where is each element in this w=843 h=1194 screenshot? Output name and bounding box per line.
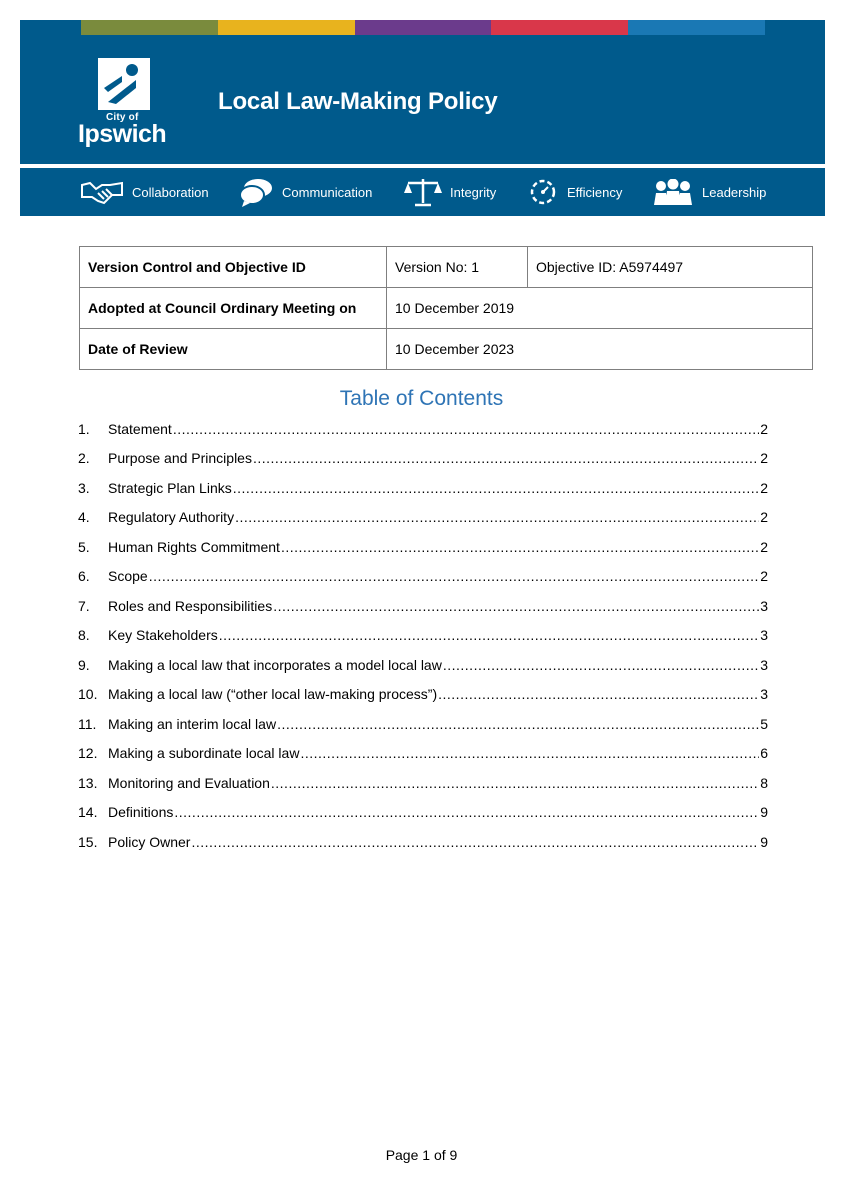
toc-item-subordinate[interactable] (78, 739, 768, 769)
toc-page-number: 2 (760, 450, 768, 467)
color-strip-purple (355, 20, 492, 35)
toc-leader-dots (300, 745, 759, 761)
city-of-ipswich-logo (78, 58, 173, 150)
toc-number: 2. (78, 450, 90, 467)
toc-page-number: 5 (760, 715, 768, 732)
toc-item-stakeholders[interactable] (78, 621, 768, 651)
toc-leader-dots (173, 421, 759, 437)
toc-label: Purpose and Principles (108, 450, 252, 467)
toc-page-number: 9 (760, 833, 768, 850)
toc-number: 15. (78, 833, 98, 850)
people-icon (652, 179, 694, 205)
toc-leader-dots (253, 450, 759, 466)
toc-label: Roles and Responsibilities (108, 597, 273, 614)
version-control-label: Version Control and Objective ID (80, 247, 387, 288)
speech-bubbles-icon (238, 177, 274, 207)
toc-leader-dots (438, 686, 759, 702)
table-row (80, 288, 813, 329)
toc-title: Table of Contents (339, 387, 504, 410)
toc-item-statement[interactable] (78, 414, 768, 444)
toc-label: Regulatory Authority (108, 509, 235, 526)
toc-label: Making a local law (“other local law-making process”) (108, 686, 438, 703)
toc-label: Statement (108, 420, 172, 437)
toc-item-regulatory[interactable] (78, 503, 768, 533)
adopted-date: 10 December 2019 (387, 288, 813, 329)
gear-icon (527, 176, 559, 208)
value-label: Communication (282, 184, 373, 200)
toc-leader-dots (271, 775, 759, 791)
toc-label: Monitoring and Evaluation (108, 774, 270, 791)
toc-number: 3. (78, 479, 90, 496)
toc-label: Policy Owner (108, 833, 191, 850)
toc-item-monitoring[interactable] (78, 768, 768, 798)
adopted-label: Adopted at Council Ordinary Meeting on (80, 288, 387, 329)
toc-item-scope[interactable] (78, 562, 768, 592)
toc-label: Making an interim local law (108, 715, 277, 732)
toc-number: 6. (78, 568, 90, 585)
toc-leader-dots (149, 568, 760, 584)
toc-label: Definitions (108, 804, 174, 821)
toc-page-number: 3 (760, 627, 768, 644)
value-label: Collaboration (132, 184, 209, 200)
table-row (80, 329, 813, 370)
color-strip-blue (628, 20, 765, 35)
toc-leader-dots (281, 539, 759, 555)
color-strip (81, 20, 765, 35)
toc-page-number: 2 (760, 568, 768, 585)
toc-label: Human Rights Commitment (108, 538, 280, 555)
toc-item-policy-owner[interactable] (78, 827, 768, 857)
value-collaboration (80, 177, 209, 207)
toc-item-purpose[interactable] (78, 444, 768, 474)
toc-label: Scope (108, 568, 148, 585)
toc-item-model-local-law[interactable] (78, 650, 768, 680)
table-of-contents (78, 414, 768, 857)
toc-page-number: 3 (760, 597, 768, 614)
toc-number: 1. (78, 420, 90, 437)
value-label: Integrity (450, 184, 497, 200)
objective-id: Objective ID: A5974497 (528, 247, 813, 288)
toc-item-other-process[interactable] (78, 680, 768, 710)
color-strip-yellow (218, 20, 355, 35)
logo-mark-icon (98, 58, 150, 110)
toc-leader-dots (277, 716, 759, 732)
toc-leader-dots (233, 480, 759, 496)
toc-page-number: 2 (760, 538, 768, 555)
table-row (80, 247, 813, 288)
toc-label: Strategic Plan Links (108, 479, 232, 496)
toc-number: 9. (78, 656, 90, 673)
toc-item-strategic-plan[interactable] (78, 473, 768, 503)
logo-big-text: Ipswich (78, 120, 167, 148)
toc-page-number: 2 (760, 479, 768, 496)
version-number: Version No: 1 (387, 247, 528, 288)
toc-item-interim[interactable] (78, 709, 768, 739)
value-integrity (404, 177, 496, 207)
toc-number: 8. (78, 627, 90, 644)
toc-item-human-rights[interactable] (78, 532, 768, 562)
review-label: Date of Review (80, 329, 387, 370)
color-strip-green (81, 20, 218, 35)
toc-number: 10. (78, 686, 98, 703)
toc-leader-dots (273, 598, 759, 614)
toc-label: Key Stakeholders (108, 627, 218, 644)
toc-number: 5. (78, 538, 90, 555)
toc-leader-dots (219, 627, 759, 643)
toc-number: 7. (78, 597, 90, 614)
toc-page-number: 9 (760, 804, 768, 821)
value-label: Efficiency (567, 184, 623, 200)
toc-leader-dots (191, 834, 759, 850)
scales-icon (404, 177, 442, 207)
toc-label: Making a subordinate local law (108, 745, 300, 762)
toc-leader-dots (174, 804, 759, 820)
toc-page-number: 3 (760, 686, 768, 703)
value-efficiency (527, 177, 622, 207)
document-title: Local Law-Making Policy (218, 88, 498, 115)
toc-page-number: 2 (760, 420, 768, 437)
toc-item-definitions[interactable] (78, 798, 768, 828)
toc-leader-dots (443, 657, 759, 673)
toc-number: 11. (78, 715, 97, 732)
handshake-icon (80, 179, 124, 205)
toc-item-roles[interactable] (78, 591, 768, 621)
toc-number: 4. (78, 509, 90, 526)
toc-number: 14. (78, 804, 98, 821)
version-control-table (79, 246, 813, 370)
review-date: 10 December 2023 (387, 329, 813, 370)
toc-number: 12. (78, 745, 98, 762)
toc-label: Making a local law that incorporates a model local law (108, 656, 442, 673)
toc-page-number: 8 (760, 774, 768, 791)
page-footer: Page 1 of 9 (385, 1147, 458, 1163)
value-label: Leadership (702, 184, 767, 200)
toc-leader-dots (235, 509, 759, 525)
value-leadership (652, 177, 766, 207)
value-communication (238, 177, 372, 207)
toc-page-number: 3 (760, 656, 768, 673)
toc-number: 13. (78, 774, 98, 791)
logo-small-text: City of (106, 112, 139, 123)
toc-page-number: 6 (760, 745, 768, 762)
toc-page-number: 2 (760, 509, 768, 526)
color-strip-red (491, 20, 628, 35)
